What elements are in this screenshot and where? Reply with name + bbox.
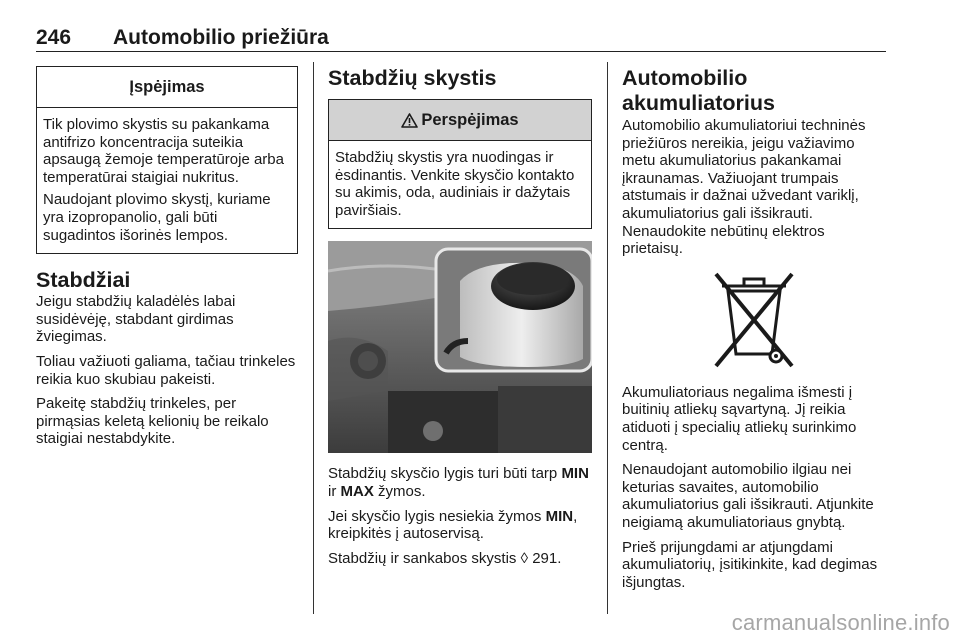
column-middle [328, 52, 592, 574]
caution-paragraph: Naudojant plovimo skystį, kuriame yra izopropanolio, gali būti sugadintos išorinės lempos. [43, 191, 271, 244]
warning-box-title [329, 100, 591, 141]
caution-box-body [37, 108, 297, 253]
column-divider [607, 62, 608, 614]
brakes-paragraph: Jeigu stabdžių kaladėlės labai susidėvėję, stabdant girdimas žviegimas. [36, 293, 236, 346]
brake-fluid-reservoir-image [328, 241, 592, 453]
max-mark: MAX [340, 482, 374, 500]
brakes-paragraph: Pakeitę stabdžių trinkeles, per pirmąsias keletą kelionių be reikalo staigiai nestabdykite. [36, 395, 269, 448]
crossed-out-wheelie-bin-icon [712, 268, 796, 370]
page-reference-arrow-icon: ◊ [520, 549, 529, 567]
warning-title-text: Perspėjimas [421, 110, 519, 129]
battery-paragraph: Automobilio akumuliatoriui techninės priežiūros nereikia, jeigu važiavimo metu akumuliatorius pakankamai įkraunamas. Važiuojant trumpais atstumais ir dažnai užvedant variklį, akumuliatorius gali išsikrauti. Nenaudokite nebūtinų elektros prietaisų. [622, 117, 866, 258]
brakes-paragraph: Toliau važiuoti galiama, tačiau trinkeles reikia kuo skubiau pakeisti. [36, 352, 296, 388]
brakes-heading: Stabdžiai [36, 268, 131, 293]
battery-paragraph: Akumuliatoriaus negalima išmesti į buitinių atliekų sąvartyną. Jį reikia atiduoti į specialių atliekų surinkimo centrą. [622, 383, 857, 454]
warning-box-body [329, 141, 591, 228]
engine-bay-photo [328, 241, 592, 453]
warning-text: Stabdžių skystis yra nuodingas ir ėsdinantis. Venkite skysčio kontakto su akimis, oda, audiniais ir dažytais paviršiais. [335, 149, 575, 219]
page-number: 246 [36, 26, 72, 49]
level-text: Stabdžių skysčio lygis turi būti tarp MIN ir MAX žymos. [328, 465, 589, 500]
page-reference-number: 291. [532, 549, 562, 567]
battery-heading: Automobilio akumuliatorius [622, 66, 775, 115]
min-mark: MIN [561, 465, 589, 483]
battery-paragraph: Nenaudojant automobilio ilgiau nei keturias savaites, automobilio akumuliatorius gali išsikrauti. Atjunkite neigiamą akumuliatoriaus gnybtą. [622, 461, 874, 531]
caution-box [36, 66, 298, 254]
battery-paragraph: Prieš prijungdami ar atjungdami akumuliatorių, įsitikinkite, kad degimas išjungtas. [622, 538, 878, 591]
column-divider [313, 62, 314, 614]
caution-box-title: Įspėjimas [37, 67, 297, 108]
column-left [36, 52, 298, 455]
service-text: Jei skysčio lygis nesiekia žymos MIN, kreipkitės į autoservisą. [328, 507, 578, 543]
cross-reference: Stabdžių ir sankabos skystis ◊ 291. [328, 549, 562, 567]
warning-box [328, 99, 592, 229]
watermark: carmanualsonline.info [731, 610, 950, 635]
caution-paragraph: Tik plovimo skystis su pakankama antifrizo koncentracija suteikia apsaugą žemoje temperatūroje arba temperatūrai staigiai nukritus. [43, 116, 284, 186]
page-header [36, 20, 886, 52]
min-mark: MIN [545, 507, 574, 525]
warning-triangle-icon [401, 113, 418, 128]
section-title: Automobilio priežiūra [113, 26, 329, 49]
symbol-container [622, 268, 886, 370]
brake-fluid-heading: Stabdžių skystis [328, 66, 497, 90]
column-right [622, 52, 886, 598]
